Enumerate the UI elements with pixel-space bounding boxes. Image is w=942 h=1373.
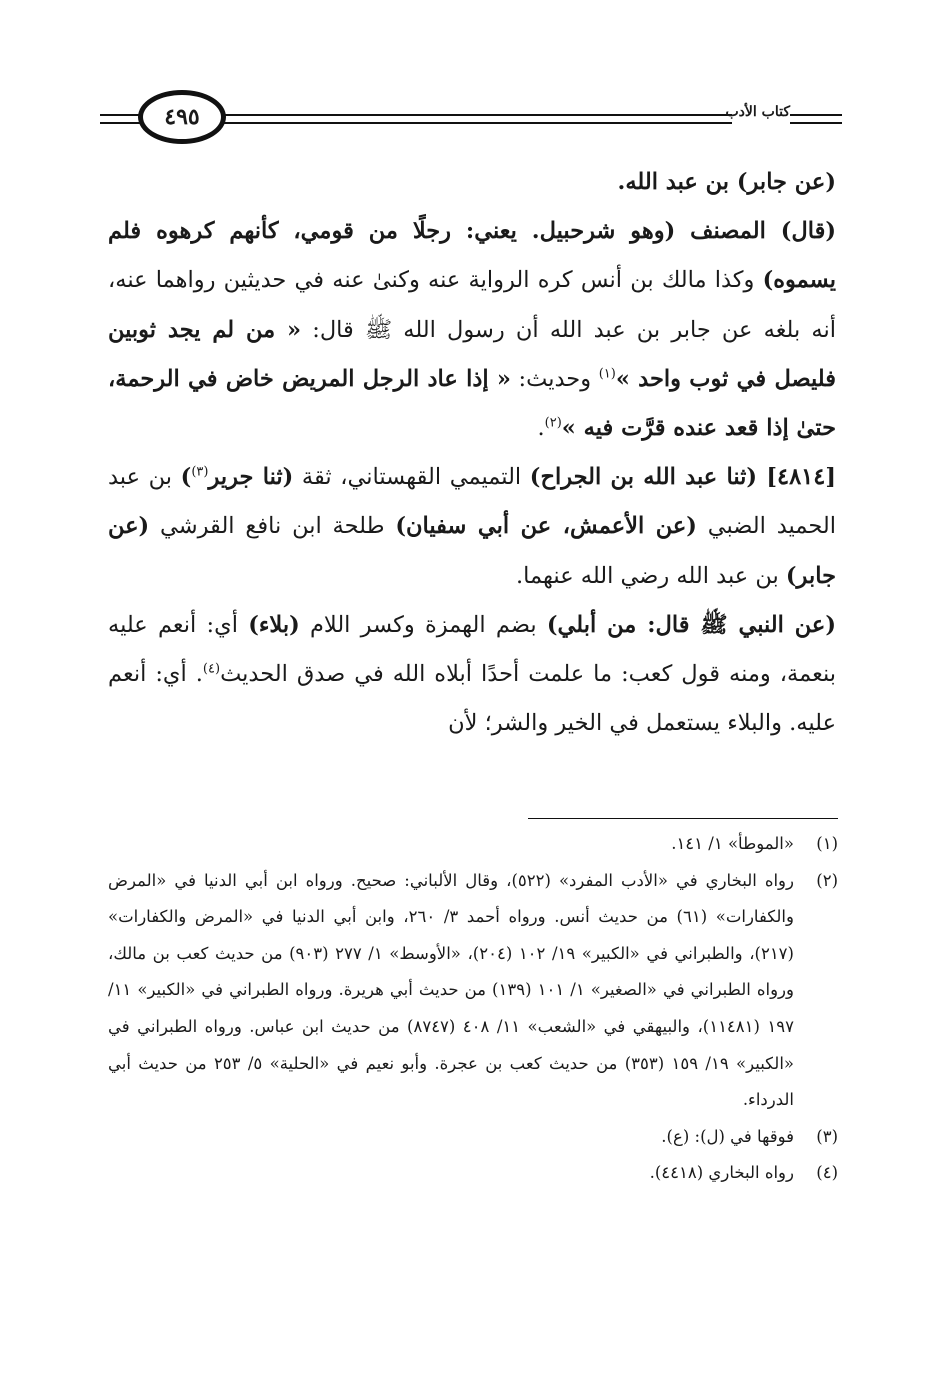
text-bold: (عن الأعمش، عن أبي سفيان) xyxy=(395,513,697,540)
footnote-item xyxy=(108,826,838,863)
text-bold: (قال) المصنف (وهو شرحبيل. يعني: رجلًا من قومي، كأنهم كرهوه فلم يسموه) xyxy=(108,218,836,294)
text-bold: (عن جابر) بن عبد الله. xyxy=(617,169,836,195)
text: التميمي القهستاني، ثقة xyxy=(293,464,530,491)
footnote-marker: (٤) xyxy=(202,661,221,677)
hadith-quote: « إذا عاد الرجل المريض خاض في الرحمة، حتىٰ إذا قعد عنده قرَّت فيه » xyxy=(108,365,836,442)
footnote-marker: (٣) xyxy=(191,464,209,480)
text: بن عبد الله رضي الله عنهما. xyxy=(516,562,786,589)
header-rule xyxy=(212,114,732,116)
footnote-item xyxy=(108,1119,838,1156)
footnote-item xyxy=(108,1155,838,1192)
footnote-item xyxy=(108,863,838,1119)
footnote-number: (٢) xyxy=(816,870,838,890)
page-header xyxy=(100,90,842,160)
text: بن عبد الحميد الضبي xyxy=(108,464,836,540)
text: أي: أنعم عليه بنعمة، ومنه قول كعب: ما علمت أحدًا أبلاه الله في صدق الحديث xyxy=(108,611,837,688)
footnote-number: (١) xyxy=(816,834,838,853)
footnote-text: «الموطأ» ١/ ١٤١. xyxy=(671,834,794,853)
footnote-marker: (١) xyxy=(598,366,616,382)
text-bold: ) xyxy=(180,464,192,491)
footnote-separator xyxy=(528,818,838,819)
footnote-text: فوقها في (ل): (ع). xyxy=(661,1126,794,1146)
header-rule xyxy=(212,122,732,124)
hadith-quote: « من لم يجد ثوبين فليصل في ثوب واحد » xyxy=(108,316,836,392)
header-rule xyxy=(790,122,842,124)
paragraph xyxy=(108,158,836,207)
paragraph xyxy=(108,207,836,453)
running-title: كتاب الأدب xyxy=(725,104,790,120)
footnotes xyxy=(108,826,838,1192)
footnote-marker: (٢) xyxy=(544,415,562,431)
text: وحديث: xyxy=(510,365,599,392)
text: . xyxy=(537,415,545,442)
footnote-number: (٣) xyxy=(816,1126,838,1146)
page-number: ٤٩٥ xyxy=(138,90,226,144)
footnote-text: رواه البخاري (٤٤١٨). xyxy=(649,1163,794,1183)
text-bold: (عن النبي ﷺ قال: من أبلي) xyxy=(546,611,836,638)
text-bold: (بلاء) xyxy=(248,611,300,638)
main-text xyxy=(108,158,836,748)
text: طلحة ابن نافع القرشي xyxy=(149,513,396,540)
paragraph xyxy=(108,601,836,749)
text: بضم الهمزة وكسر اللام xyxy=(299,611,547,638)
header-rule xyxy=(790,114,842,116)
text-bold: (عن جابر) xyxy=(108,513,836,589)
text-bold: [٤٨١٤] (ثنا عبد الله بن الجراح) xyxy=(529,464,836,491)
paragraph xyxy=(108,453,836,601)
text: وكذا مالك بن أنس كره الرواية عنه وكنىٰ عنه في حديثين رواهما عنه، أنه بلغه عن جابر بن عبد الله أن رسول الله ﷺ قال: xyxy=(108,267,836,343)
footnote-text: رواه البخاري في «الأدب المفرد» (٥٢٢)، وقال الألباني: صحيح. ورواه ابن أبي الدنيا في «المرض والكفارات» (٦١) من حديث أنس. ورواه أحمد ٣/ ٢٦٠، وابن أبي الدنيا في «المرض والكفارات» (٢١٧)، والطبراني في «الكبير» ١٩/ ١٠٢ (٢٠٤)، «الأوسط» ١/ ٢٧٧ (٩٠٣) من حديث كعب بن مالك، ورواه الطبراني في «الصغير» ١/ ١٠١ (١٣٩) من حديث أبي هريرة. ورواه الطبراني في «الكبير» ١١/ ١٩٧ (١١٤٨١)، والبيهقي في «الشعب» ١١/ ٤٠٨ (٨٧٤٧) من حديث ابن عباس. ورواه الطبراني في «الكبير» ١٩/ ١٥٩ (٣٥٣) من حديث كعب بن عجرة. وأبو نعيم في «الحلية» ٥/ ٢٥٣ من حديث أبي الدرداء. xyxy=(108,870,794,1110)
text-bold: (ثنا جرير xyxy=(208,464,294,491)
footnote-number: (٤) xyxy=(816,1163,838,1183)
text: . أي: أنعم عليه. والبلاء يستعمل في الخير والشر؛ لأن xyxy=(108,661,836,737)
